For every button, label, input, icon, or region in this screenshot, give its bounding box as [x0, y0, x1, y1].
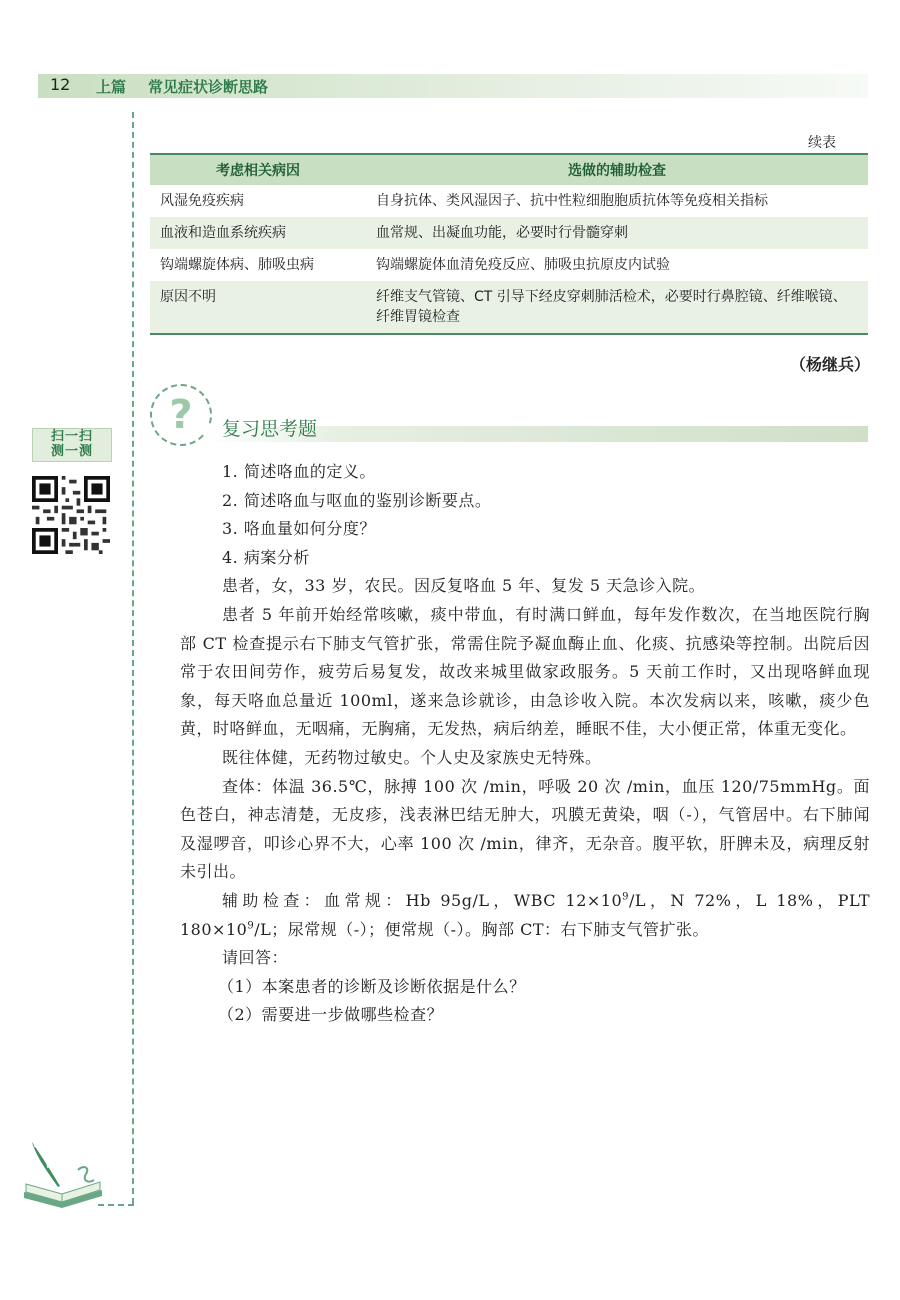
aux-exam-exponent-2: 9 — [247, 920, 255, 932]
case-aux-exam — [180, 887, 870, 944]
table-cell-cause: 原因不明 — [150, 281, 366, 334]
qr-code-graphic — [32, 476, 110, 554]
page-number: 12 — [50, 75, 71, 94]
table-cell-cause: 钩端螺旋体病、肺吸虫病 — [160, 257, 314, 273]
case-intro: 患者，女，33 岁，农民。因反复咯血 5 年、复发 5 天急诊入院。 — [222, 576, 706, 596]
table-header-exam: 选做的辅助检查 — [366, 154, 868, 185]
table-cell-exam: 纤维支气管镜、CT 引导下经皮穿刺肺活检术，必要时行鼻腔镜、纤维喉镜、纤维胃镜检查 — [366, 281, 868, 334]
answer-prompt: 请回答： — [222, 948, 289, 968]
aux-exam-part1: 辅助检查：血常规：Hb 95g/L，WBC 12×10 — [222, 890, 623, 910]
sub-question-1: （1）本案患者的诊断及诊断依据是什么？ — [218, 976, 526, 996]
review-question-1: 1. 简述咯血的定义。 — [222, 462, 376, 481]
table-cell-exam: 自身抗体、类风湿因子、抗中性粒细胞胞质抗体等免疫相关指标 — [376, 193, 768, 209]
scan-test-label — [32, 428, 112, 462]
aux-exam-part2: /L，N 72%，L 18%，PLT 180×10 — [180, 890, 870, 939]
review-question-4: 4. 病案分析 — [222, 547, 310, 567]
question-glyph: ? — [169, 392, 193, 438]
margin-dashed-line — [132, 112, 134, 1204]
notebook-graphic — [18, 1140, 108, 1210]
table-header-row — [150, 154, 868, 185]
notebook-quill-icon — [18, 1140, 108, 1210]
case-history: 患者 5 年前开始经常咳嗽，痰中带血，有时满口鲜血，每年发作数次，在当地医院行胸部 CT 检查提示右下肺支气管扩张，常需住院予凝血酶止血、化痰、抗感染等控制。出院后因常于农田间劳作，疲劳后易复发，故改来城里做家政服务。5 天前工作时，又出现咯鲜血现象，每天咯血总量近 100ml，遂来急诊就诊，由急诊收入院。本次发病以来，咳嗽，痰少色黄，时咯鲜血，无咽痛，无胸痛，无发热，病后纳差，睡眠不佳，大小便正常，体重无变化。 — [180, 604, 870, 739]
table-cell-cause: 风湿免疫疾病 — [160, 193, 244, 209]
table-continued-label: 续表 — [808, 135, 836, 151]
table-cell-cause: 血液和造血系统疾病 — [150, 217, 366, 249]
table-row — [150, 185, 868, 217]
aux-exam-exponent-1: 9 — [622, 891, 630, 903]
aux-exam-part3: /L；尿常规（-）；便常规（-）。胸部 CT：右下肺支气管扩张。 — [254, 919, 710, 939]
qr-code-icon[interactable] — [32, 476, 110, 554]
chapter-title: 常见症状诊断思路 — [148, 78, 269, 96]
sub-question-2: （2）需要进一步做哪些检查？ — [218, 1005, 444, 1025]
table-row — [150, 249, 868, 281]
review-question-2: 2. 简述咯血与呕血的鉴别诊断要点。 — [222, 490, 492, 510]
table-row — [150, 217, 868, 249]
table-header-cause: 考虑相关病因 — [150, 154, 366, 185]
scan-label-line1: 扫一扫 — [50, 429, 93, 444]
table-cell-exam: 钩端螺旋体血清免疫反应、肺吸虫抗原皮内试验 — [376, 257, 670, 273]
table-row — [150, 281, 868, 334]
review-question-3: 3. 咯血量如何分度？ — [222, 519, 376, 539]
question-mark-icon — [150, 384, 212, 446]
review-section-title: 复习思考题 — [222, 418, 318, 440]
review-content — [180, 458, 870, 1030]
causes-table — [150, 153, 868, 335]
table-cell-exam: 血常规、出凝血功能，必要时行骨髓穿刺 — [366, 217, 868, 249]
scan-label-line2: 测一测 — [50, 444, 93, 459]
case-past-history: 既往体健，无药物过敏史。个人史及家族史无特殊。 — [222, 747, 602, 767]
author-name: （杨继兵） — [789, 355, 870, 374]
part-title: 上篇 — [96, 78, 127, 96]
case-physical-exam: 查体：体温 36.5℃，脉搏 100 次 /min，呼吸 20 次 /min，血压 120/75mmHg。面色苍白，神志清楚，无皮疹，浅表淋巴结无肿大，巩膜无黄染，咽（-），气管居中。右下肺闻及湿啰音，叩诊心界不大，心率 100 次 /min，律齐，无杂音。腹平软，肝脾未及，病理反射未引出。 — [180, 776, 870, 882]
